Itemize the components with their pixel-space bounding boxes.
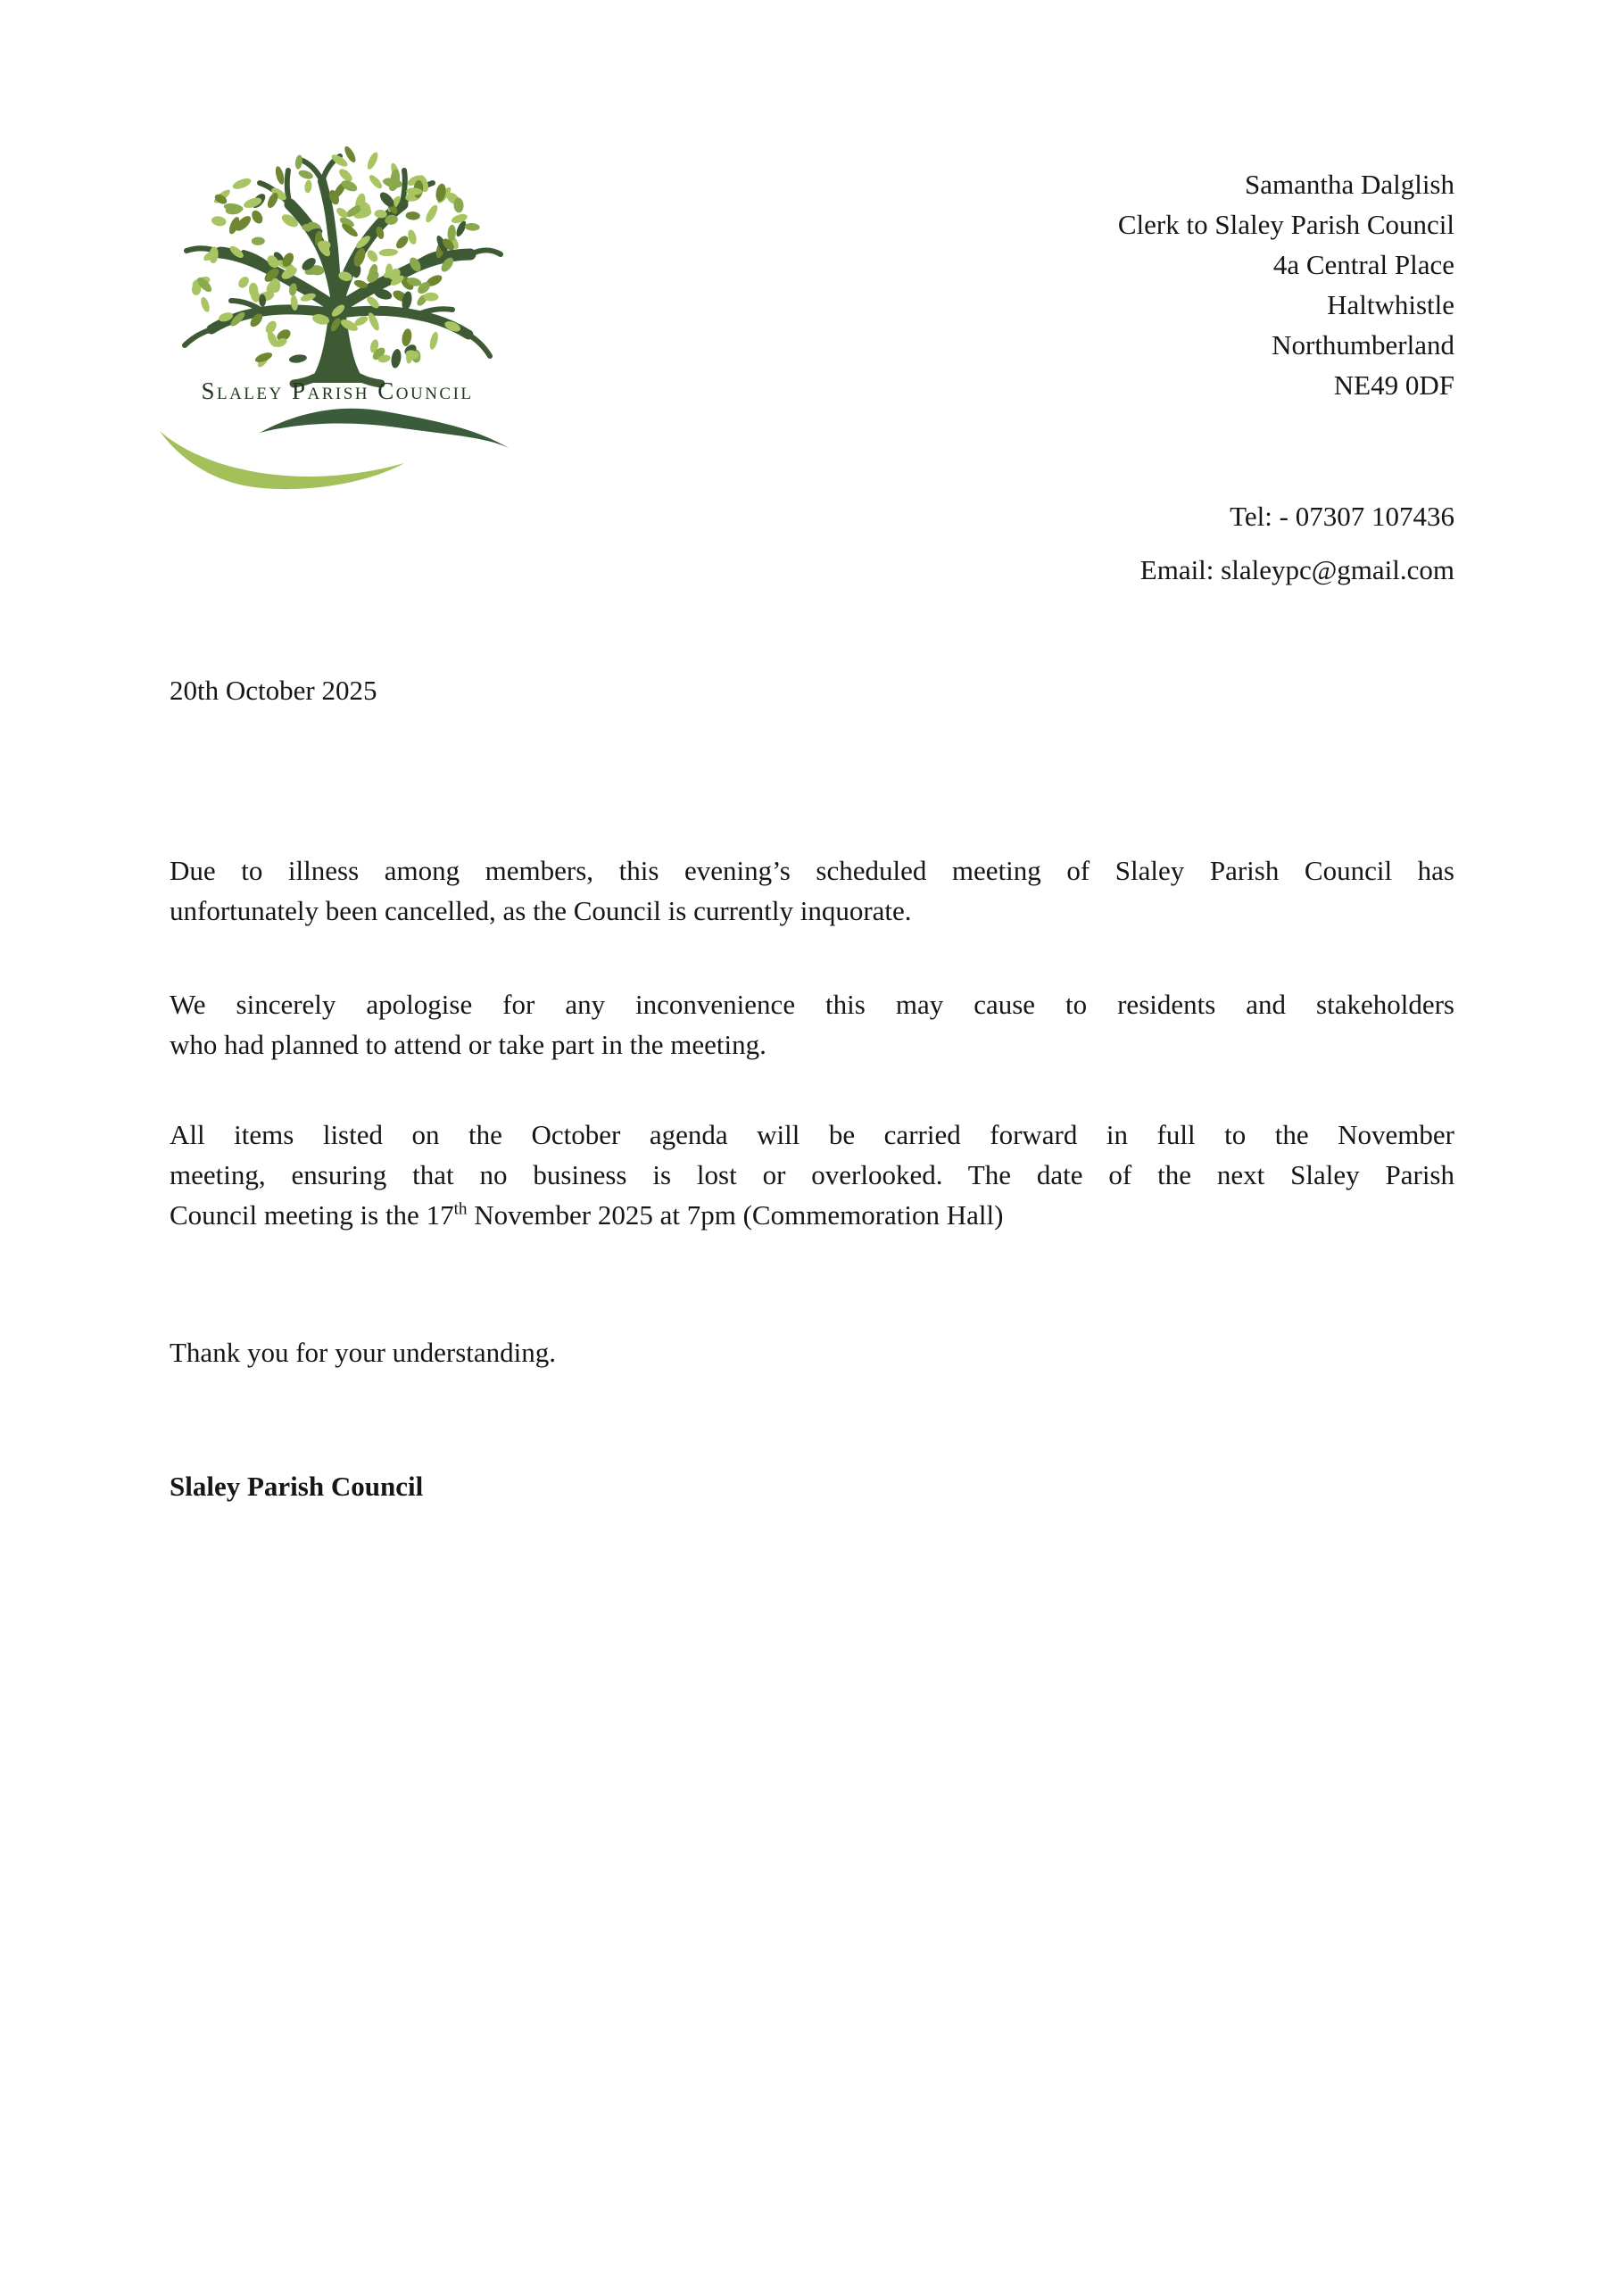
tree-logo-icon <box>145 119 540 504</box>
paragraph-line <box>170 1195 1454 1235</box>
paragraph-line: Due to illness among members, this evening’s scheduled meeting of Slaley Parish Council has <box>170 855 1454 886</box>
sender-name: Samantha Dalglish <box>1244 169 1454 200</box>
logo-wordmark: Slaley Parish Council <box>201 377 474 404</box>
email-line: Email: slaleypc@gmail.com <box>1139 554 1454 585</box>
closing-thanks: Thank you for your understanding. <box>170 1337 557 1368</box>
sender-county: Northumberland <box>1272 329 1454 361</box>
sender-street: 4a Central Place <box>1272 249 1454 280</box>
letter-date: 20th October 2025 <box>170 675 377 706</box>
meeting-place-text: November 2025 at 7pm (Commemoration Hall) <box>467 1199 1004 1231</box>
paragraph-cancellation <box>170 850 1454 931</box>
paragraph-next-meeting <box>170 1115 1454 1235</box>
paragraph-line: We sincerely apologise for any inconvenience this may cause to residents and stakeholders <box>170 989 1454 1020</box>
paragraph-line: All items listed on the October agenda will be carried forward in full to the November <box>170 1119 1454 1150</box>
sender-postcode: NE49 0DF <box>1333 369 1454 401</box>
meeting-date-text: Council meeting is the 17 <box>170 1199 454 1231</box>
paragraph-line: who had planned to attend or take part in the meeting. <box>170 1029 766 1060</box>
parish-council-logo <box>145 119 540 504</box>
paragraph-line: meeting, ensuring that no business is lost or overlooked. The date of the next Slaley Parish <box>170 1159 1454 1190</box>
letter-body <box>170 670 1454 1506</box>
swoosh-dark-icon <box>260 409 509 448</box>
paragraph-apology <box>170 984 1454 1065</box>
ordinal-superscript: th <box>453 1199 468 1219</box>
sender-town: Haltwhistle <box>1327 289 1454 320</box>
swoosh-light-icon <box>160 431 404 489</box>
sender-role: Clerk to Slaley Parish Council <box>1117 209 1454 240</box>
sender-address-block <box>803 164 1454 590</box>
telephone-line: Tel: - 07307 107436 <box>1230 501 1454 532</box>
signature-org-name: Slaley Parish Council <box>170 1471 424 1502</box>
paragraph-line: unfortunately been cancelled, as the Council is currently inquorate. <box>170 895 912 926</box>
